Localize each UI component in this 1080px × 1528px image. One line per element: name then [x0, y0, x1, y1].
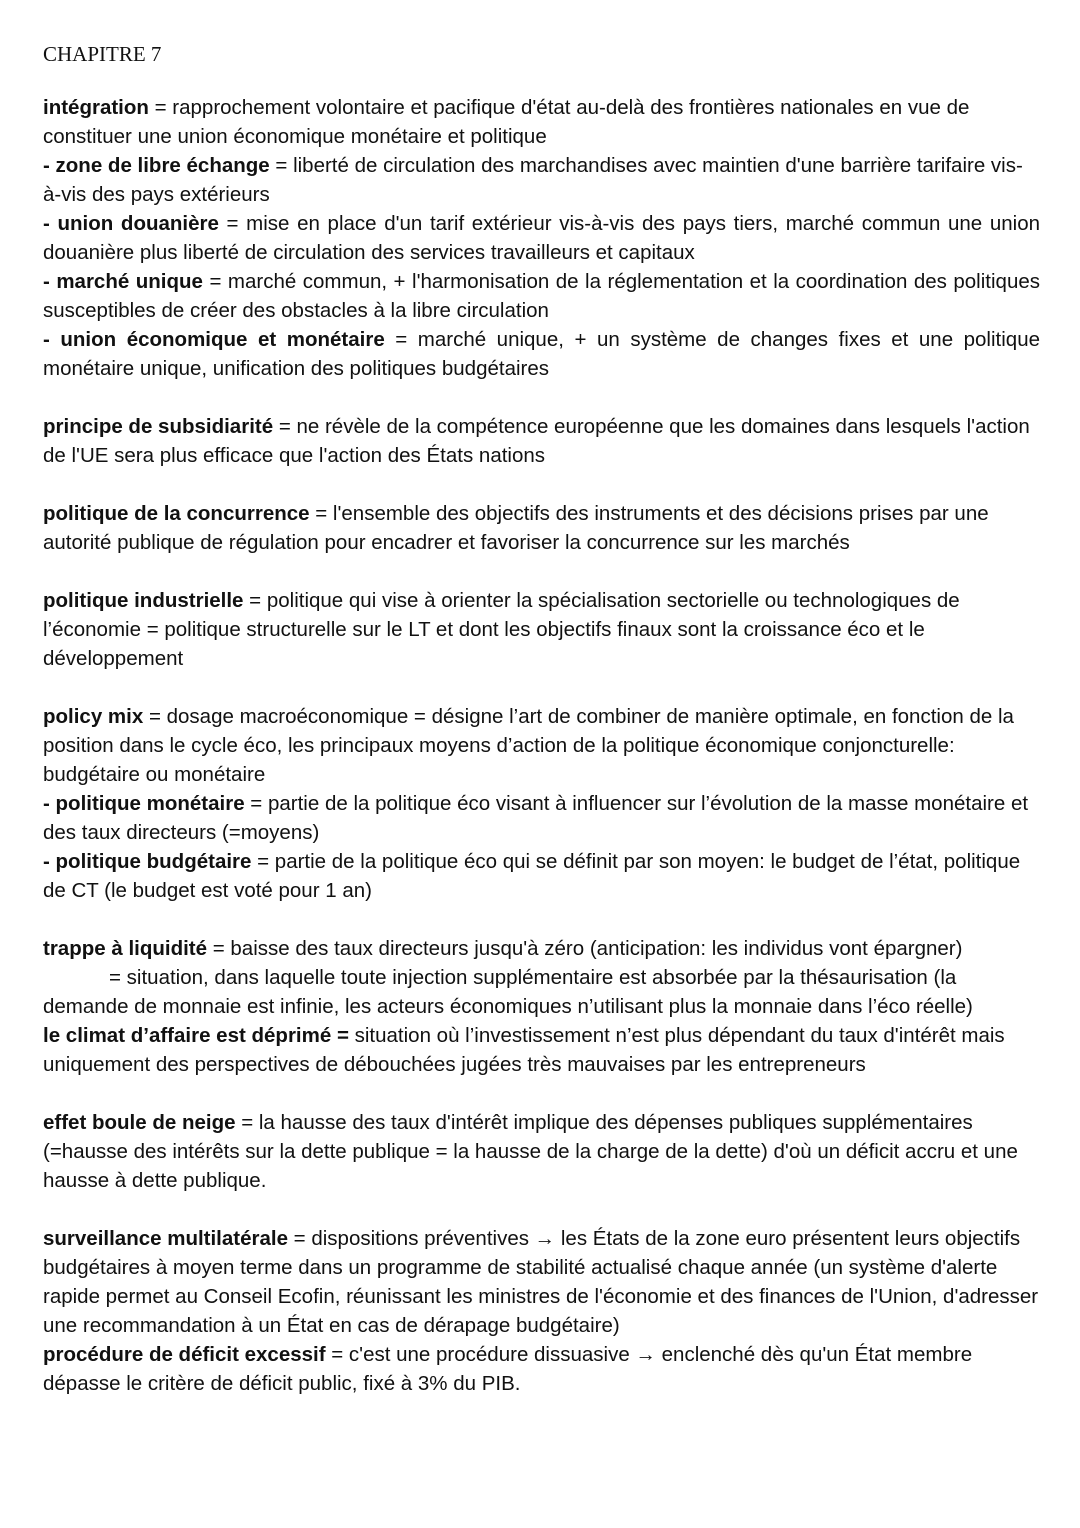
chapter-title: CHAPITRE 7 [43, 42, 162, 66]
entry-politique-budgetaire [43, 847, 1040, 905]
term-policy-mix: policy mix [43, 705, 144, 728]
definition-politique-budgetaire: = partie de la politique éco qui se définit par son moyen: le budget de l’état, politique de CT (le budget est voté pour 1 an) [43, 850, 1021, 902]
entry-climat-affaire [43, 1021, 1040, 1079]
definition-integration: = rapprochement volontaire et pacifique d'état au-delà des frontières nationales en vue de constituer une union économique monétaire et politique [43, 96, 970, 148]
entry-deficit-excessif [43, 1340, 1040, 1398]
entry-integration [43, 93, 1040, 151]
definition-effet-boule-de-neige: = la hausse des taux d'intérêt implique des dépenses publiques supplémentaires (=hausse des intérêts sur la dette publique = la hausse de la charge de la dette) d'où un déficit accru et une hausse à dette publique. [43, 1111, 1018, 1192]
list-dash: - [43, 850, 56, 873]
paragraph-gap [43, 1195, 1040, 1224]
term-trappe-liquidite: trappe à liquidité [43, 937, 208, 960]
entry-surveillance-multilaterale [43, 1224, 1040, 1340]
term-climat-affaire: le climat d’affaire est déprimé = [43, 1024, 349, 1047]
term-effet-boule-de-neige: effet boule de neige [43, 1111, 236, 1134]
paragraph-gap [43, 557, 1040, 586]
definition-zone-libre-echange: = liberté de circulation des marchandises avec maintien d'une barrière tarifaire vis-à-vis des pays extérieurs [43, 154, 1023, 206]
term-union-douaniere: union douanière [57, 212, 219, 235]
definition-concurrence: = l'ensemble des objectifs des instruments et des décisions prises par une autorité publique de régulation pour encadrer et favoriser la concurrence sur les marchés [43, 502, 989, 554]
term-marche-unique: marché unique [56, 270, 203, 293]
definition-subsidiarite: = ne révèle de la compétence européenne que les domaines dans lesquels l'action de l'UE sera plus efficace que l'action des États nations [43, 415, 1030, 467]
entry-trappe-liquidite [43, 934, 1040, 1021]
definition-union-douaniere: = mise en place d'un tarif extérieur vis-à-vis des pays tiers, marché commun une union douanière plus liberté de circulation des services travailleurs et capitaux [43, 212, 1040, 264]
list-dash: - [43, 328, 61, 351]
term-politique-monetaire: politique monétaire [55, 792, 245, 815]
definition-trappe-liquidite: = baisse des taux directeurs jusqu'à zéro (anticipation: les individus vont épargner) [207, 937, 963, 960]
entry-concurrence [43, 499, 1040, 557]
list-dash: - [43, 792, 56, 815]
definition-deficit-excessif: = c'est une procédure dissuasive → enclenché dès qu'un État membre dépasse le critère de déficit public, fixé à 3% du PIB. [43, 1343, 973, 1395]
entry-union-douaniere [43, 209, 1040, 267]
entry-policy-mix [43, 702, 1040, 789]
definition-politique-monetaire: = partie de la politique éco visant à influencer sur l’évolution de la masse monétaire et des taux directeurs (=moyens) [43, 792, 1029, 844]
paragraph-gap [43, 1079, 1040, 1108]
term-zone-libre-echange: zone de libre échange [55, 154, 270, 177]
definition-trappe-liquidite-continuation: = situation, dans laquelle toute injection supplémentaire est absorbée par la thésaurisation (la demande de monnaie est infinie, les acteurs économiques n’utilisant plus la monnaie dans l’éco réelle) [43, 966, 973, 1018]
list-dash: - [43, 270, 57, 293]
entry-effet-boule-de-neige [43, 1108, 1040, 1195]
paragraph-gap [43, 470, 1040, 499]
paragraph-gap [43, 673, 1040, 702]
definition-marche-unique: = marché commun, + l'harmonisation de la réglementation et la coordination des politiques susceptibles de créer des obstacles à la libre circulation [43, 270, 1040, 322]
definition-surveillance-multilaterale: = dispositions préventives → les États de la zone euro présentent leurs objectifs budgétaires à moyen terme dans un programme de stabilité actualisé chaque année (un système d'alerte rapide permet au Conseil Ecofin, réunissant les ministres de l'économie et des finances de l'Union, d'adresser une recommandation à un État en cas de dérapage budgétaire) [43, 1227, 1039, 1337]
definition-politique-industrielle: = politique qui vise à orienter la spécialisation sectorielle ou technologiques de l’économie = politique structurelle sur le LT et dont les objectifs finaux sont la croissance éco et le développement [43, 589, 960, 670]
list-dash: - [43, 212, 58, 235]
entry-marche-unique [43, 267, 1040, 325]
entry-politique-industrielle [43, 586, 1040, 673]
term-politique-industrielle: politique industrielle [43, 589, 244, 612]
term-politique-budgetaire: politique budgétaire [55, 850, 252, 873]
document-page [43, 40, 1040, 1398]
definition-climat-affaire: situation où l’investissement n’est plus dépendant du taux d'intérêt mais uniquement des perspectives de débouchées jugées très mauvaises par les entrepreneurs [43, 1024, 1005, 1076]
paragraph-gap [43, 383, 1040, 412]
paragraph-gap [43, 905, 1040, 934]
term-union-economique-monetaire: union économique et monétaire [60, 328, 385, 351]
term-integration: intégration [43, 96, 149, 119]
entry-politique-monetaire [43, 789, 1040, 847]
entry-zone-libre-echange [43, 151, 1040, 209]
list-dash: - [43, 154, 56, 177]
entry-subsidiarite [43, 412, 1040, 470]
term-deficit-excessif: procédure de déficit excessif [43, 1343, 326, 1366]
term-surveillance-multilaterale: surveillance multilatérale [43, 1227, 288, 1250]
entry-union-economique-monetaire [43, 325, 1040, 383]
definition-policy-mix: = dosage macroéconomique = désigne l’art de combiner de manière optimale, en fonction de la position dans le cycle éco, les principaux moyens d’action de la politique économique conjoncturelle: budgétaire ou monétaire [43, 705, 1014, 786]
term-subsidiarite: principe de subsidiarité [43, 415, 274, 438]
definition-union-economique-monetaire: = marché unique, + un système de changes fixes et une politique monétaire unique, unification des politiques budgétaires [43, 328, 1040, 380]
term-concurrence: politique de la concurrence [43, 502, 310, 525]
